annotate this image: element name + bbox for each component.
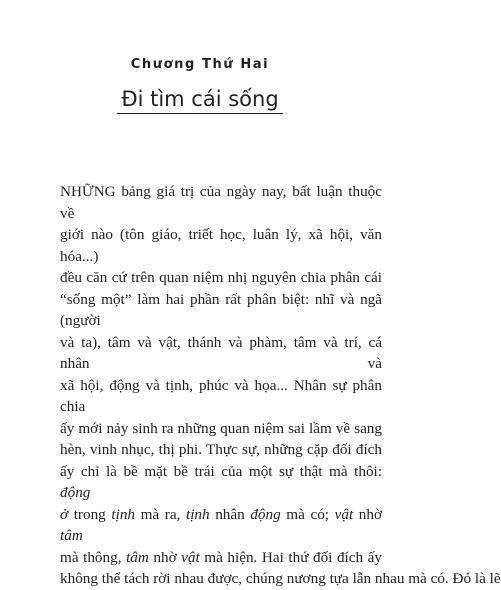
- italic-text: tịnh: [185, 505, 210, 523]
- text-line: [60, 568, 501, 587]
- italic-text: ở: [60, 505, 69, 523]
- text-run: giới nào (tôn giáo, triết học, luân lý, xã hội, văn hóa...): [60, 226, 382, 265]
- body-paragraph: [60, 181, 501, 587]
- italic-text: tịnh: [111, 505, 136, 523]
- text-run: ấy mới nảy sinh ra những quan niệm sai lầm về sang: [60, 419, 382, 437]
- italic-text: động: [250, 505, 281, 523]
- text-run: hèn, vinh nhục, thị phi. Thực sự, những cặp đối đích: [60, 441, 382, 458]
- italic-text: vật: [334, 505, 354, 523]
- text-run: nhờ: [353, 505, 382, 523]
- text-line: [60, 332, 382, 375]
- text-line: [60, 418, 382, 440]
- text-run: mà hiện. Hai thứ đối đích ấy: [199, 548, 382, 566]
- text-run: mà ra,: [135, 505, 186, 523]
- text-run: mà thông,: [60, 548, 127, 566]
- text-line: [60, 439, 382, 461]
- text-run: đều căn cứ trên quan niệm nhị nguyên chia phân cái: [60, 269, 382, 286]
- text-line: [60, 181, 382, 224]
- italic-text: vật: [181, 548, 200, 566]
- text-line: [60, 547, 382, 569]
- chapter-title-wrap: [0, 86, 400, 114]
- italic-text: tâm: [126, 548, 149, 566]
- text-line: [60, 224, 382, 267]
- italic-text: động: [60, 484, 91, 501]
- text-run: ấy chỉ là bề mặt bề trái của một sự thật mà thôi:: [60, 462, 382, 480]
- text-line: [60, 289, 382, 332]
- chapter-title: Đi tìm cái sống: [117, 86, 282, 114]
- text-run: nhân: [209, 505, 251, 523]
- text-run: trong: [68, 505, 112, 523]
- text-run: xã hội, động và tịnh, phúc và họa... Nhân sự phân chia: [60, 376, 382, 415]
- text-run: mà có;: [280, 505, 335, 523]
- text-run: không thể tách rời nhau được, chúng nương tựa lẫn nhau mà có. Đó là lẽ: [60, 570, 501, 587]
- chapter-label: Chương Thứ Hai: [130, 57, 270, 72]
- text-line: [60, 461, 382, 504]
- text-run: “sống một” làm hai phần rất phân biệt: nhĩ và ngã (người: [60, 290, 382, 329]
- text-run: nhờ: [148, 548, 182, 566]
- text-run: NHỮNG bảng giá trị của ngày nay, bất luận thuộc về: [60, 183, 382, 222]
- text-run: và ta), tâm và vật, thánh và phàm, tâm và trí, cá nhân và: [60, 333, 382, 372]
- text-line: [60, 504, 382, 547]
- italic-text: tâm: [60, 527, 83, 544]
- text-line: [60, 267, 382, 289]
- text-line: [60, 375, 382, 418]
